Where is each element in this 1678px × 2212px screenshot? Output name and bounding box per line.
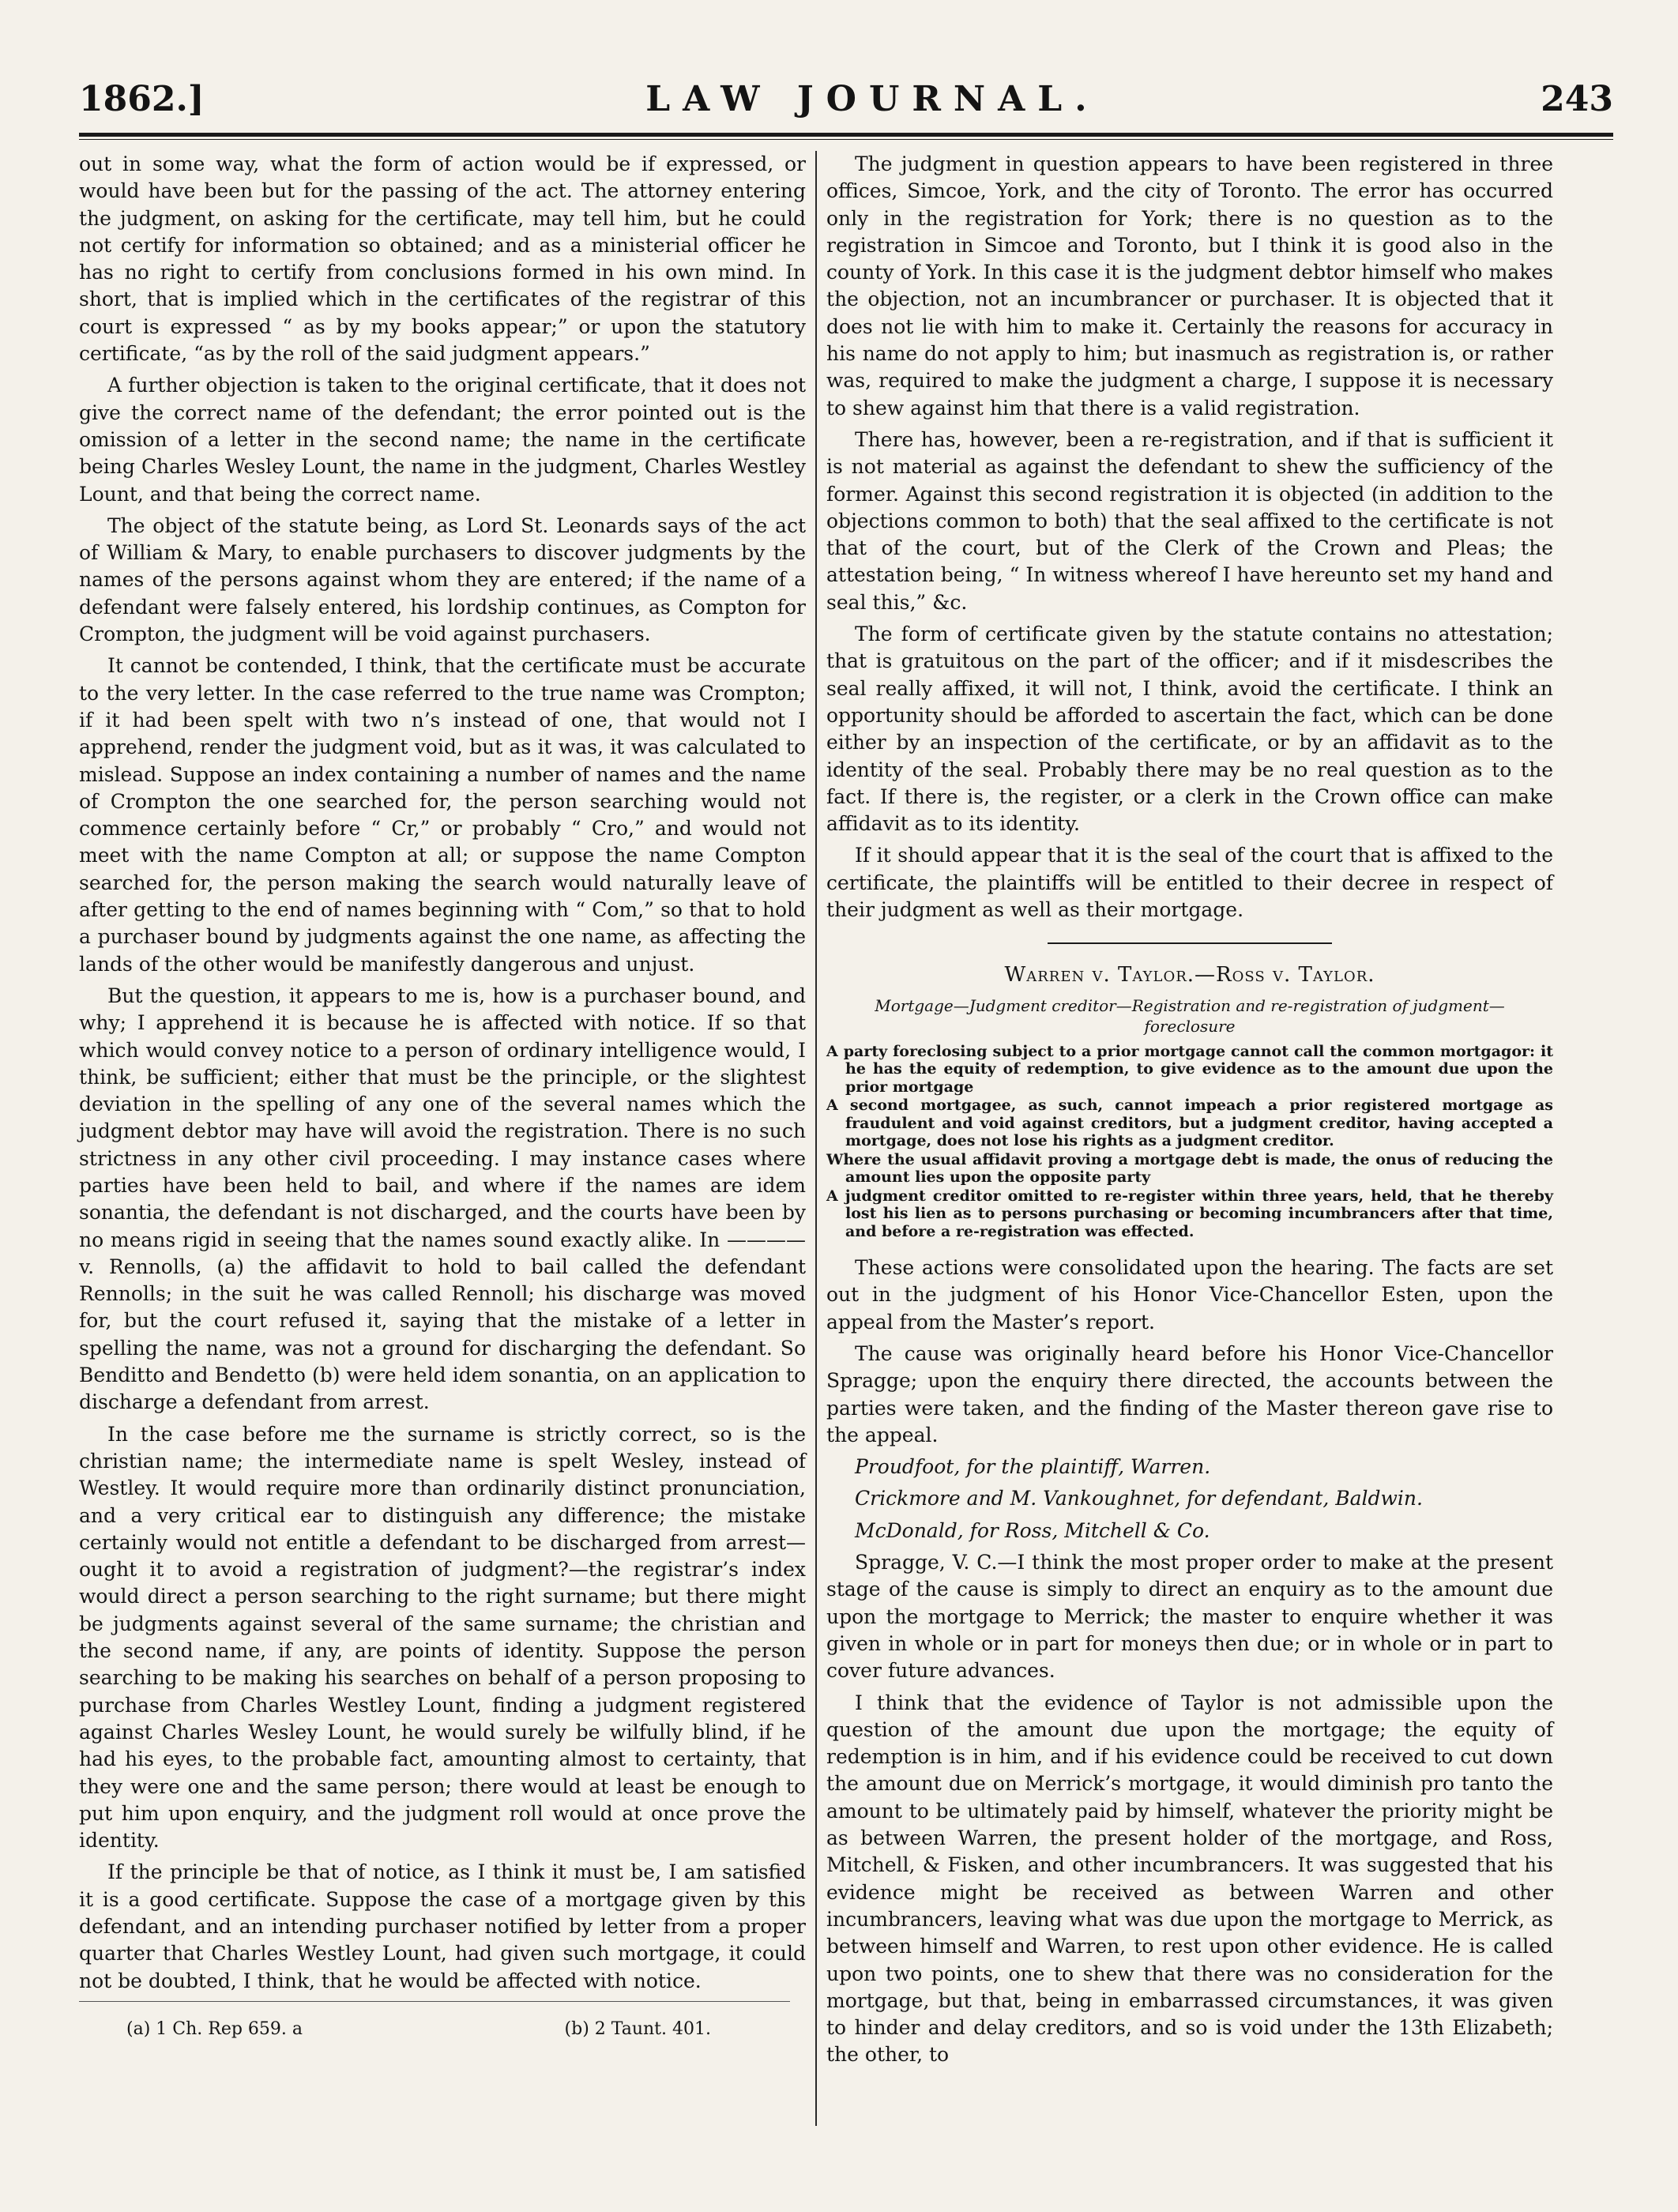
paragraph: The form of certificate given by the statute contains no attestation; that is gratuitous on the part of the officer; and if it misdescribes the seal really affixed, it will not, I think, avoid the certificate. I think an opportunity should be afforded to ascertain the fact, which can be done either by an inspection of the certificate, or by an affidavit as to the identity of the seal. Probably there may be no real question as to the fact. If there is, the register, or a clerk in the Crown office can make affidavit as to its identity. <box>826 623 1553 836</box>
header-rule-thin <box>79 139 1613 140</box>
case-title: Warren v. Taylor.—Ross v. Taylor. <box>1004 963 1375 988</box>
footnote-rule <box>79 2001 790 2002</box>
paragraph: A further objection is taken to the original certificate, that it does not give the correct name of the defendant; the error pointed out is the omission of a letter in the second name; the name in the certificate being Charles Wesley Lount, the name in the judgment, Charles Westley Lount, and that being the correct name. <box>79 374 806 506</box>
text-columns <box>79 151 1613 2157</box>
column-divider <box>815 151 817 2126</box>
paragraph: There has, however, been a re-registration, and if that is sufficient it is not material as against the defendant to shew the sufficiency of the former. Against this second registration it is objected (in addition to the objections common to both) that the seal affixed to the certificate is not that of the court, but of the Clerk of the Crown and Pleas; the attestation being, “ In witness whereof I have hereunto set my hand and seal this,” &c. <box>826 427 1553 614</box>
counsel-line: Crickmore and M. Vankoughnet, for defendant, Baldwin. <box>855 1487 1423 1510</box>
paragraph: These actions were consolidated upon the hearing. The facts are set out in the judgment of his Honor Vice-Chancellor Esten, upon the appeal from the Master’s report. <box>826 1256 1553 1334</box>
footnotes <box>79 2016 806 2043</box>
header-year: 1862.] <box>79 79 205 119</box>
headnote: Where the usual affidavit proving a mortgage debt is made, the onus of reducing the amount lies upon the opposite party <box>826 1150 1553 1187</box>
journal-title: LAW JOURNAL. <box>645 79 1100 119</box>
paragraph: If it should appear that it is the seal of the court that is affixed to the certificate, the plaintiffs will be entitled to their decree in respect of their judgment as well as their mortgage. <box>826 844 1553 922</box>
header-rule <box>79 133 1613 137</box>
section-separator <box>1048 942 1332 944</box>
counsel-line: Proudfoot, for the plaintiff, Warren. <box>855 1455 1211 1479</box>
paragraph: out in some way, what the form of action would be if expressed, or would have been but for the passing of the act. The attorney entering the judgment, on asking for the certificate, may tell him, but he could not certify for information so obtained; and as a ministerial officer he has no right to certify from conclusions formed in his own mind. In short, that is implied which in the certificates of the registrar of this court is expressed “ as by my books appear;” or upon the statutory certificate, “as by the roll of the said judgment appears.” <box>79 152 806 366</box>
counsel-list <box>826 1454 1553 1544</box>
paragraph: Spragge, V. C.—I think the most proper order to make at the present stage of the cause is simply to direct an enquiry as to the amount due upon the mortgage to Merrick; the master to enquire whether it was given in whole or in part for moneys then due; or in whole or in part to cover future advances. <box>826 1551 1553 1683</box>
paragraph: The cause was originally heard before his Honor Vice-Chancellor Spragge; upon the enquiry there directed, the accounts between the parties were taken, and the finding of the Master thereon gave rise to the appeal. <box>826 1342 1553 1446</box>
column-gutter <box>806 151 826 2157</box>
footnote-a: (a) 1 Ch. Rep 659. a <box>126 2018 303 2039</box>
paragraph: It cannot be contended, I think, that the certificate must be accurate to the very letter. In the case referred to the true name was Crompton; if it had been spelt with two n’s instead of one, that would not I apprehend, render the judgment void, but as it was, it was calculated to mislead. Suppose an index containing a number of names and the name of Crompton the one searched for, the person searching would not commence certainly before “ Cr,” or probably “ Cro,” and would not meet with the name Compton at all; or suppose the name Compton searched for, the person making the search would naturally leave of after getting to the end of names beginning with “ Com,” so that to hold a purchaser bound by judgments against the one name, as affecting the lands of the other would be manifestly dangerous and unjust. <box>79 654 806 976</box>
page-number: 243 <box>1541 79 1613 119</box>
paragraph: The judgment in question appears to have been registered in three offices, Simcoe, York, and the city of Toronto. The error has occurred only in the registration for York; there is no question as to the registration in Simcoe and Toronto, but I think it is good also in the county of York. In this case it is the judgment debtor himself who makes the objection, not an incumbrancer or purchaser. It is objected that it does not lie with him to make it. Certainly the reasons for accuracy in his name do not apply to him; but inasmuch as registration is, or rather was, required to make the judgment a charge, I suppose it is necessary to shew against him that there is a valid registration. <box>826 152 1553 419</box>
right-column <box>826 151 1553 2157</box>
paragraph: But the question, it appears to me is, how is a purchaser bound, and why; I apprehend it is because he is affected with notice. If so that which would convey notice to a person of ordinary intelligence would, I think, be sufficient; either that must be the principle, or the slightest deviation in the spelling of any one of the several names which the judgment debtor may have will avoid the registration. There is no such strictness in any other civil proceeding. I may instance cases where parties have been held to bail, and where if the names are idem sonantia, the defendant is not discharged, and the courts have been by no means rigid in seeing that the names sound exactly alike. In ———— v. Rennolls, (a) the affidavit to hold to bail called the defendant Rennolls; in the suit he was called Rennoll; his discharge was moved for, but the court refused it, saying that the mistake of a letter in spelling the name, was not a ground for discharging the defendant. So Benditto and Bendetto (b) were held idem sonantia, on an application to discharge a defendant from arrest. <box>79 984 806 1414</box>
page-header <box>79 79 1613 128</box>
case-subject: Mortgage—Judgment creditor—Registration and re-registration of judgment—foreclosure <box>875 995 1505 1036</box>
paragraph: I think that the evidence of Taylor is not admissible upon the question of the amount due upon the mortgage; the equity of redemption is in him, and if his evidence could be received to cut down the amount due on Merrick’s mortgage, it would diminish pro tanto the amount to be ultimately paid by himself, whatever the priority might be as between Warren, the present holder of the mortgage, and Ross, Mitchell, & Fisken, and other incumbrancers. It was suggested that his evidence might be received as between Warren and other incumbrancers, leaving what was due upon the mortgage to Merrick, as between himself and Warren, to rest upon other evidence. He is called upon two points, one to shew that there was no consideration for the mortgage, but that, being in embarrassed circumstances, it was given to hinder and delay creditors, and so is void under the 13th Elizabeth; the other, to <box>826 1691 1553 2067</box>
headnote: A party foreclosing subject to a prior mortgage cannot call the common mortgagor: it he has the equity of redemption, to give evidence as to the amount due upon the prior mortgage <box>826 1042 1553 1096</box>
paragraph: If the principle be that of notice, as I think it must be, I am satisfied it is a good certificate. Suppose the case of a mortgage given by this defendant, and an intending purchaser notified by letter from a proper quarter that Charles Westley Lount, had given such mortgage, it could not be doubted, I think, that he would be affected with notice. <box>79 1860 806 1992</box>
headnote: A judgment creditor omitted to re-register within three years, held, that he thereby lost his lien as to persons purchasing or becoming incumbrancers after that time, and before a re-registration was effected. <box>826 1187 1553 1240</box>
paragraph: The object of the statute being, as Lord St. Leonards says of the act of William & Mary, to enable purchasers to discover judgments by the names of the persons against whom they are entered; if the name of a defendant were falsely entered, his lordship continues, as Compton for Crompton, the judgment will be void against purchasers. <box>79 514 806 646</box>
footnote-b: (b) 2 Taunt. 401. <box>564 2018 711 2039</box>
headnotes <box>826 1043 1553 1241</box>
left-column <box>79 151 806 2157</box>
paragraph: In the case before me the surname is strictly correct, so is the christian name; the intermediate name is spelt Wesley, instead of Westley. It would require more than ordinarily distinct pronunciation, and a very critical ear to distinguish any difference; the mistake certainly would not entitle a defendant to be discharged from arrest—ought it to avoid a registration of judgment?—the registrar’s index would direct a person searching to the right surname; but there might be judgments against several of the same surname; the christian and the second name, if any, are points of identity. Suppose the person searching to be making his searches on behalf of a person proposing to purchase from Charles Westley Lount, finding a judgment registered against Charles Wesley Lount, he would surely be wilfully blind, if he had his eyes, to the probable fact, amounting almost to certainty, that they were one and the same person; there would at least be enough to put him upon enquiry, and the judgment roll would at once prove the identity. <box>79 1422 806 1853</box>
counsel-line: McDonald, for Ross, Mitchell & Co. <box>855 1518 1210 1542</box>
headnote: A second mortgagee, as such, cannot impeach a prior registered mortgage as fraudulent and void against creditors, but a judgment creditor, having accepted a mortgage, does not lose his rights as a judgment creditor. <box>826 1097 1553 1150</box>
